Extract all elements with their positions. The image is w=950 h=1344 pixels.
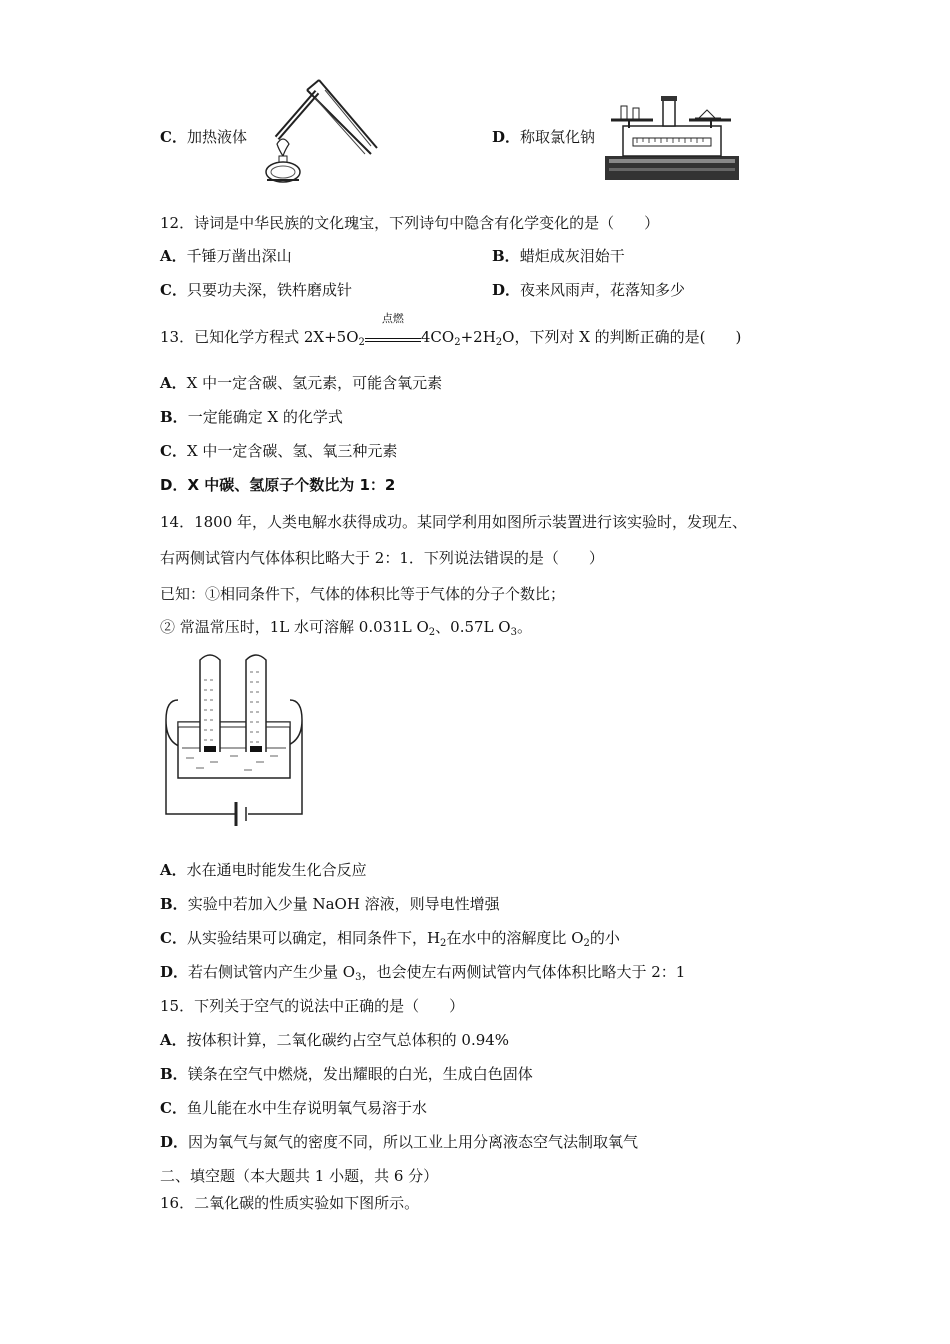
q14-known-2: [160, 616, 532, 638]
option-text: 一定能确定 X 的化学式: [187, 408, 343, 426]
q14-option-a: [160, 859, 367, 881]
option-letter: B．: [160, 895, 188, 913]
q15-option-b: [160, 1063, 533, 1085]
q13-option-c: [160, 440, 397, 462]
option-text: 水在通电时能发生化合反应: [186, 861, 367, 879]
heating-liquid-figure: [255, 76, 380, 188]
option-letter: C．: [160, 929, 187, 947]
q13-stem: [160, 312, 742, 348]
known-2-pre: ② 常温常压时，1L 水可溶解 0.031L O: [160, 618, 429, 636]
option-letter: C．: [160, 128, 187, 146]
alcohol-lamp: [266, 139, 300, 182]
q11-option-c: [160, 126, 247, 148]
option-letter: A．: [160, 1031, 187, 1049]
weight: [633, 108, 639, 119]
condition-label: 点燃: [381, 312, 404, 325]
right-electrode: [250, 746, 262, 752]
q12-stem: 12．诗词是中华民族的文化瑰宝，下列诗句中隐含有化学变化的是（ ）: [160, 214, 660, 232]
subscript: 3: [355, 972, 362, 983]
water-trough: [178, 722, 290, 778]
q13-product-2: +2H: [460, 328, 496, 346]
salt-pile: [699, 110, 715, 118]
option-text: 实验中若加入少量 NaOH 溶液，则导电性增强: [187, 895, 500, 913]
known-2-post: 。: [516, 618, 532, 636]
subscript: 2: [440, 938, 447, 949]
option-text: 称取氯化钠: [520, 128, 596, 146]
section-heading: 二、填空题（本大题共 1 小题，共 6 分）: [160, 1167, 439, 1185]
option-text: 蜡炬成灰泪始干: [519, 247, 625, 265]
option-text: 因为氧气与氮气的密度不同，所以工业上用分离液态空气法制取氧气: [188, 1133, 639, 1151]
q15-option-a: [160, 1029, 509, 1051]
option-text: X 中一定含碳、氢元素，可能含氧元素: [186, 374, 443, 392]
known-2-mid: 、0.57L O: [435, 618, 511, 636]
q13-stem-pre: 13．已知化学方程式 2X+5O: [160, 328, 359, 346]
q16-stem: 16．二氧化碳的性质实验如下图所示。: [160, 1194, 420, 1212]
q12-option-b: [492, 245, 625, 267]
electrolysis-apparatus-figure: [160, 650, 308, 828]
option-letter: D．: [492, 281, 521, 299]
option-text: 千锤万凿出深山: [186, 247, 292, 265]
option-letter: D．: [160, 1133, 189, 1151]
option-text: X 中一定含碳、氢、氧三种元素: [186, 442, 398, 460]
option-letter: B．: [492, 247, 520, 265]
subscript: 2: [495, 337, 503, 348]
option-text: 只要功夫深，铁杵磨成针: [186, 281, 352, 299]
option-text: X 中碳、氢原子个数比为 1：2: [187, 476, 396, 494]
q14-option-c: [160, 927, 620, 949]
subscript: 2: [583, 938, 590, 949]
q12-option-a: [160, 245, 292, 267]
q13-product-1: 4CO: [420, 328, 455, 346]
option-letter: C．: [160, 442, 187, 460]
option-letter: A．: [160, 861, 187, 879]
test-tube: [307, 80, 377, 154]
q14-option-b: [160, 893, 500, 915]
option-text-post: 的小: [589, 929, 620, 947]
option-letter: C．: [160, 1099, 187, 1117]
option-text: 镁条在空气中燃烧，发出耀眼的白光，生成白色固体: [187, 1065, 533, 1083]
q13-option-a: [160, 372, 442, 394]
subscript: 2: [428, 627, 436, 638]
left-test-tube: [200, 655, 220, 752]
q15-option-d: [160, 1131, 638, 1153]
option-text-pre: 从实验结果可以确定，相同条件下，H: [186, 929, 441, 947]
option-text: 加热液体: [186, 128, 247, 146]
option-letter: D．: [160, 476, 188, 494]
balance-pointer: [663, 98, 675, 126]
option-text: 按体积计算，二氧化碳约占空气总体积的 0.94%: [186, 1031, 510, 1049]
subscript: 2: [454, 337, 461, 348]
q12-option-c: [160, 279, 352, 301]
option-letter: C．: [160, 281, 187, 299]
option-text: 鱼儿能在水中生存说明氧气易溶于水: [186, 1099, 427, 1117]
option-text: 夜来风雨声，花落知多少: [520, 281, 686, 299]
weight: [621, 106, 627, 119]
option-text-pre: 若右侧试管内产生少量 O: [188, 963, 356, 981]
option-text-mid: 在水中的溶解度比 O: [446, 929, 584, 947]
option-letter: B．: [160, 1065, 188, 1083]
option-letter: D．: [160, 963, 189, 981]
q13-option-d: [160, 474, 395, 496]
q15-stem: 15．下列关于空气的说法中正确的是（ ）: [160, 997, 465, 1015]
balance-figure: [603, 96, 743, 184]
option-text-post: ，也会使左右两侧试管内气体体积比略大于 2：1: [361, 963, 686, 981]
q14-stem-line-2: 右两侧试管内气体体积比略大于 2：1．下列说法错误的是（ ）: [160, 549, 604, 567]
q15-option-c: [160, 1097, 427, 1119]
option-letter: B．: [160, 408, 188, 426]
q14-option-d: [160, 961, 685, 983]
q12-option-d: [492, 279, 685, 301]
equals-bar: [365, 338, 421, 342]
q11-option-d: [492, 126, 595, 148]
option-letter: D．: [492, 128, 521, 146]
q13-option-b: [160, 406, 343, 428]
q14-known-1: 已知：①相同条件下，气体的体积比等于气体的分子个数比；: [160, 585, 566, 603]
q14-stem-line-1: 14．1800 年，人类电解水获得成功。某同学利用如图所示装置进行该实验时，发现左、: [160, 513, 748, 531]
option-letter: A．: [160, 374, 187, 392]
option-letter: A．: [160, 247, 187, 265]
q13-stem-post: O，下列对 X 的判断正确的是( ): [502, 328, 742, 346]
subscript: 3: [510, 627, 517, 638]
left-electrode: [204, 746, 216, 752]
right-test-tube: [246, 655, 266, 752]
subscript: 2: [358, 337, 365, 348]
reaction-condition: [365, 312, 421, 342]
